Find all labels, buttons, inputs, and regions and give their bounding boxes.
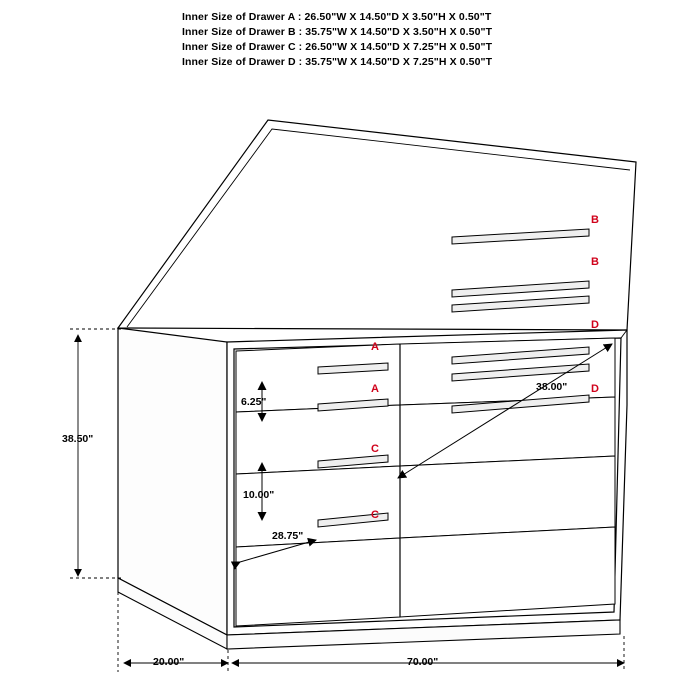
drawer-front-c1 (236, 466, 400, 547)
dim-label-height: 38.50" (62, 433, 94, 445)
drawer-front-d1 (400, 456, 615, 538)
dim-height-overall (70, 329, 122, 578)
dim-label-28-75: 28.75" (272, 530, 304, 542)
spec-line-b: Inner Size of Drawer B : 35.75"W X 14.50"D X 3.50"H X 0.50"T (182, 26, 493, 38)
dim-label-depth: 20.00" (153, 656, 185, 668)
dim-label-width: 70.00" (407, 656, 439, 668)
drawer-bank-right (400, 338, 615, 617)
drawer-front-d2 (400, 527, 615, 617)
spec-line-d: Inner Size of Drawer D : 35.75"W X 14.50"D X 7.25"H X 0.50"T (182, 56, 493, 68)
drawer-tag-b-second: B (591, 256, 599, 268)
drawer-tag-d-third: D (591, 319, 599, 331)
spec-line-a: Inner Size of Drawer A : 26.50"W X 14.50"D X 3.50"H X 0.50"T (182, 11, 492, 23)
dim-label-10-00: 10.00" (243, 489, 275, 501)
spec-line-c: Inner Size of Drawer C : 26.50"W X 14.50"D X 7.25"H X 0.50"T (182, 41, 493, 53)
drawer-tag-a-second: A (371, 383, 379, 395)
drawer-tag-c-third: C (371, 443, 379, 455)
drawer-tag-b-top: B (591, 214, 599, 226)
drawer-tag-c-fourth: C (371, 509, 379, 521)
drawer-tag-a-first: A (371, 341, 379, 353)
drawer-front-c2 (236, 538, 400, 626)
drawer-tag-d-fourth: D (591, 383, 599, 395)
dim-label-6-25: 6.25" (241, 396, 267, 408)
dim-label-diagonal: 38.00" (536, 381, 568, 393)
